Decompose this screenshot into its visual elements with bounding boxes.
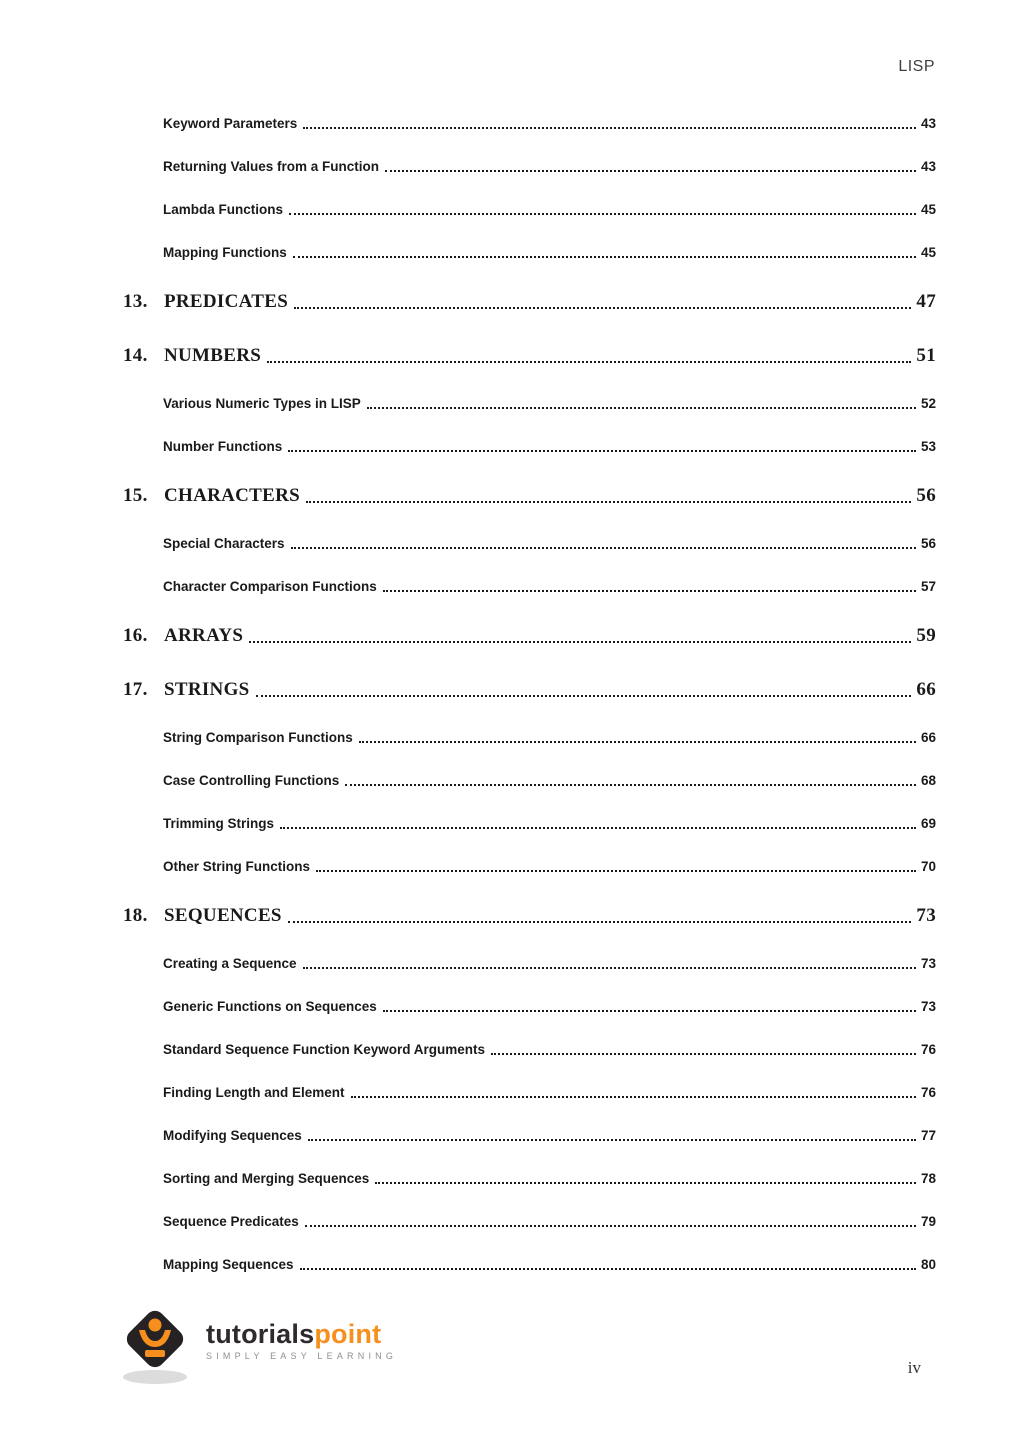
toc-entry-page-number: 52 [920,396,936,411]
toc-chapter-number: 14. [123,345,148,366]
toc-entry-page-number: 43 [920,159,936,174]
toc-sub-entry[interactable] [163,942,936,985]
toc-chapter-number: 17. [123,679,148,700]
brand-name-orange: point [314,1319,382,1349]
toc-sub-entry[interactable] [163,1200,936,1243]
toc-entry-page-number: 73 [916,905,936,926]
dot-leader [280,827,916,829]
toc-entry-page-number: 77 [920,1128,936,1143]
dot-leader [308,1139,916,1141]
dot-leader [306,501,911,503]
toc-entry-page-number: 69 [920,816,936,831]
toc-entry-label: Special Characters [163,536,285,551]
page-number: iv [907,1358,921,1377]
toc-entry-page-number: 73 [920,956,936,971]
dot-leader [294,307,911,309]
toc-entry-page-number: 76 [920,1042,936,1057]
dot-leader [303,967,916,969]
toc-sub-entry[interactable] [163,1071,936,1114]
toc-entry-page-number: 78 [920,1171,936,1186]
toc-entry-label: ARRAYS [164,625,244,646]
toc-entry-label: Sequence Predicates [163,1214,299,1229]
toc-entry-page-number: 45 [920,202,936,217]
dot-leader [367,407,916,409]
toc-entry-label: Mapping Functions [163,245,287,260]
toc-chapter-entry[interactable] [123,608,936,662]
dot-leader [267,361,911,363]
dot-leader [359,741,916,743]
toc-entry-page-number: 70 [920,859,936,874]
toc-entry-page-number: 68 [920,773,936,788]
toc-chapter-entry[interactable] [123,662,936,716]
toc-chapter-number: 18. [123,905,148,926]
toc-sub-entry[interactable] [163,382,936,425]
toc-sub-entry[interactable] [163,802,936,845]
toc-entry-label: Modifying Sequences [163,1128,302,1143]
dot-leader [291,547,916,549]
dot-leader [351,1096,916,1098]
tutorialspoint-logo-icon [118,1303,198,1392]
toc-chapter-entry[interactable] [123,888,936,942]
dot-leader [305,1225,916,1227]
dot-leader [345,784,916,786]
toc-sub-entry[interactable] [163,1114,936,1157]
toc-entry-label: Keyword Parameters [163,116,298,131]
toc-entry-page-number: 45 [920,245,936,260]
toc-entry-label: Character Comparison Functions [163,579,377,594]
toc-entry-page-number: 76 [920,1085,936,1100]
toc-sub-entry[interactable] [163,845,936,888]
tutorialspoint-logo [118,1303,397,1392]
toc-sub-entry[interactable] [163,1243,936,1286]
table-of-contents [123,102,936,1286]
toc-entry-page-number: 66 [920,730,936,745]
toc-sub-entry[interactable] [163,145,936,188]
tutorialspoint-logo-text [206,1320,397,1361]
toc-sub-entry[interactable] [163,759,936,802]
toc-entry-page-number: 51 [916,345,936,366]
toc-entry-label: PREDICATES [164,291,289,312]
toc-sub-entry[interactable] [163,1157,936,1200]
toc-entry-page-number: 56 [916,485,936,506]
toc-entry-label: Various Numeric Types in LISP [163,396,361,411]
toc-entry-label: Generic Functions on Sequences [163,999,377,1014]
toc-sub-entry[interactable] [163,522,936,565]
dot-leader [491,1053,916,1055]
dot-leader [289,213,916,215]
toc-chapter-entry[interactable] [123,274,936,328]
toc-sub-entry[interactable] [163,1028,936,1071]
dot-leader [383,1010,916,1012]
dot-leader [375,1182,916,1184]
brand-name [206,1319,381,1349]
toc-entry-label: Standard Sequence Function Keyword Arguments [163,1042,486,1057]
toc-entry-label: Mapping Sequences [163,1257,294,1272]
toc-entry-page-number: 53 [920,439,936,454]
toc-entry-page-number: 59 [916,625,936,646]
toc-entry-page-number: 66 [916,679,936,700]
toc-entry-label: Number Functions [163,439,283,454]
brand-tagline: SIMPLY EASY LEARNING [206,1351,398,1361]
dot-leader [316,870,916,872]
toc-entry-label: Lambda Functions [163,202,284,217]
toc-sub-entry[interactable] [163,231,936,274]
toc-sub-entry[interactable] [163,188,936,231]
dot-leader [288,921,912,923]
toc-entry-label: Sorting and Merging Sequences [163,1171,370,1186]
toc-entry-label: Returning Values from a Function [163,159,380,174]
dot-leader [293,256,916,258]
toc-entry-label: CHARACTERS [164,485,301,506]
dot-leader [256,695,912,697]
toc-entry-page-number: 56 [920,536,936,551]
toc-sub-entry[interactable] [163,716,936,759]
toc-sub-entry[interactable] [163,425,936,468]
toc-entry-page-number: 43 [920,116,936,131]
toc-entry-label: Trimming Strings [163,816,275,831]
toc-chapter-entry[interactable] [123,468,936,522]
dot-leader [385,170,916,172]
toc-entry-page-number: 47 [916,291,936,312]
toc-entry-label: Case Controlling Functions [163,773,340,788]
dot-leader [383,590,916,592]
dot-leader [288,450,916,452]
toc-chapter-entry[interactable] [123,328,936,382]
toc-entry-page-number: 57 [920,579,936,594]
toc-chapter-number: 15. [123,485,148,506]
toc-entry-label: STRINGS [164,679,250,700]
brand-name-black: tutorials [206,1319,315,1349]
page-header-title: LISP [898,58,935,75]
dot-leader [249,641,911,643]
toc-entry-label: Other String Functions [163,859,310,874]
toc-entry-label: SEQUENCES [164,905,282,926]
toc-sub-entry[interactable] [163,102,936,145]
toc-sub-entry[interactable] [163,565,936,608]
dot-leader [300,1268,916,1270]
toc-chapter-number: 13. [123,291,148,312]
dot-leader [303,127,916,129]
toc-sub-entry[interactable] [163,985,936,1028]
toc-entry-page-number: 73 [920,999,936,1014]
toc-entry-label: Finding Length and Element [163,1085,345,1100]
toc-entry-page-number: 79 [920,1214,936,1229]
toc-entry-page-number: 80 [920,1257,936,1272]
toc-chapter-number: 16. [123,625,148,646]
toc-entry-label: Creating a Sequence [163,956,297,971]
toc-entry-label: NUMBERS [164,345,262,366]
toc-entry-label: String Comparison Functions [163,730,353,745]
